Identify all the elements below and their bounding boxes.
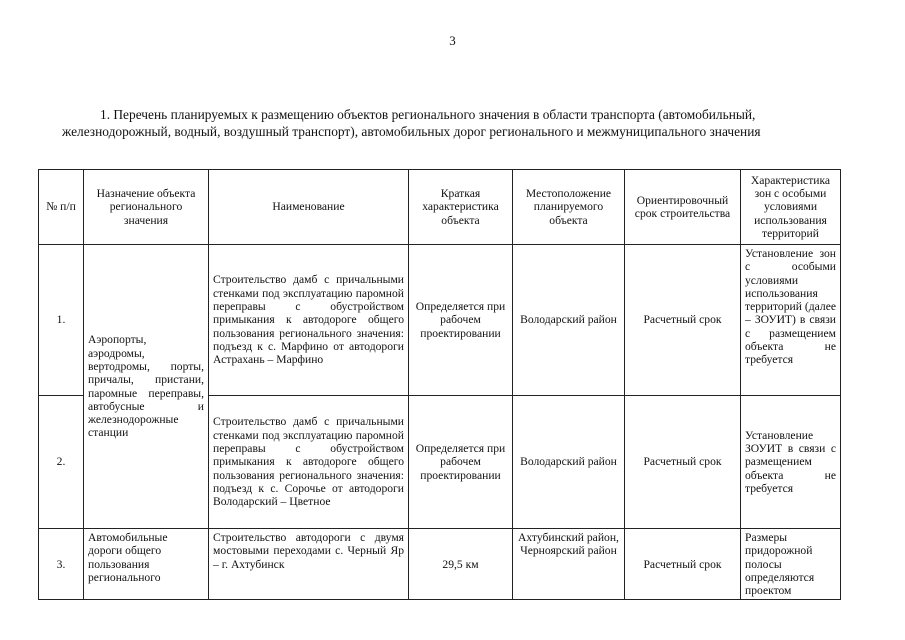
row-name: Строительство дамб с причальными стенками под эксплуатацию паромной переправы с обустройством примыкания к автодороге общего пользования регионального значения: подъезд к с. Марфино от автодороги Астрахань – Марфино <box>209 245 409 396</box>
row-description: Определяется при рабочем проектировании <box>409 245 513 396</box>
row-term: Расчетный срок <box>625 529 741 600</box>
row-zones: Размеры придорожной полосы определяются проектом <box>741 529 841 600</box>
row-name: Строительство автодороги с двумя мостовыми переходами с. Черный Яр – г. Ахтубинск <box>209 529 409 600</box>
table-row <box>39 529 841 600</box>
row-location: Ахтубинский район, Черноярский район <box>513 529 625 600</box>
header-name: Наименование <box>209 170 409 245</box>
regional-objects-table <box>38 169 841 600</box>
row-zones: Установление ЗОУИТ в связи с размещением объекта не требуется <box>741 396 841 529</box>
header-zones: Характеристика зон с особыми условиями использования территорий <box>741 170 841 245</box>
row-purpose: Автомобильные дороги общего пользования регионального <box>84 529 209 600</box>
row-description: 29,5 км <box>409 529 513 600</box>
row-number: 1. <box>39 245 84 396</box>
row-number: 3. <box>39 529 84 600</box>
table-row <box>39 245 841 396</box>
row-purpose: Аэропорты, аэродромы, вертодромы, порты, причалы, пристани, паромные переправы, автобусные и железнодорожные станции <box>84 245 209 529</box>
row-location: Володарский район <box>513 396 625 529</box>
header-num: № п/п <box>39 170 84 245</box>
table-header-row <box>39 170 841 245</box>
header-description: Краткая характеристика объекта <box>409 170 513 245</box>
row-number: 2. <box>39 396 84 529</box>
page-number: 3 <box>449 33 456 48</box>
row-term: Расчетный срок <box>625 245 741 396</box>
row-name: Строительство дамб с причальными стенками под эксплуатацию паромной переправы с обустройством примыкания к автодороге общего пользования регионального значения: подъезд к с. Сорочье от автодороги Володарский – Цветное <box>209 396 409 529</box>
header-location: Местоположение планируемого объекта <box>513 170 625 245</box>
row-description: Определяется при рабочем проектировании <box>409 396 513 529</box>
document-title: 1. Перечень планируемых к размещению объектов регионального значения в области транспорта (автомобильный, железнодорожный, водный, воздушный транспорт), автомобильных дорог регионального и межмуниципального значения <box>62 107 761 139</box>
row-term: Расчетный срок <box>625 396 741 529</box>
row-location: Володарский район <box>513 245 625 396</box>
header-term: Ориентировочный срок строительства <box>625 170 741 245</box>
row-zones: Установление зон с особыми условиями использования территорий (далее – ЗОУИТ) в связи с размещением объекта не требуется <box>741 245 841 396</box>
header-purpose: Назначение объекта регионального значения <box>84 170 209 245</box>
